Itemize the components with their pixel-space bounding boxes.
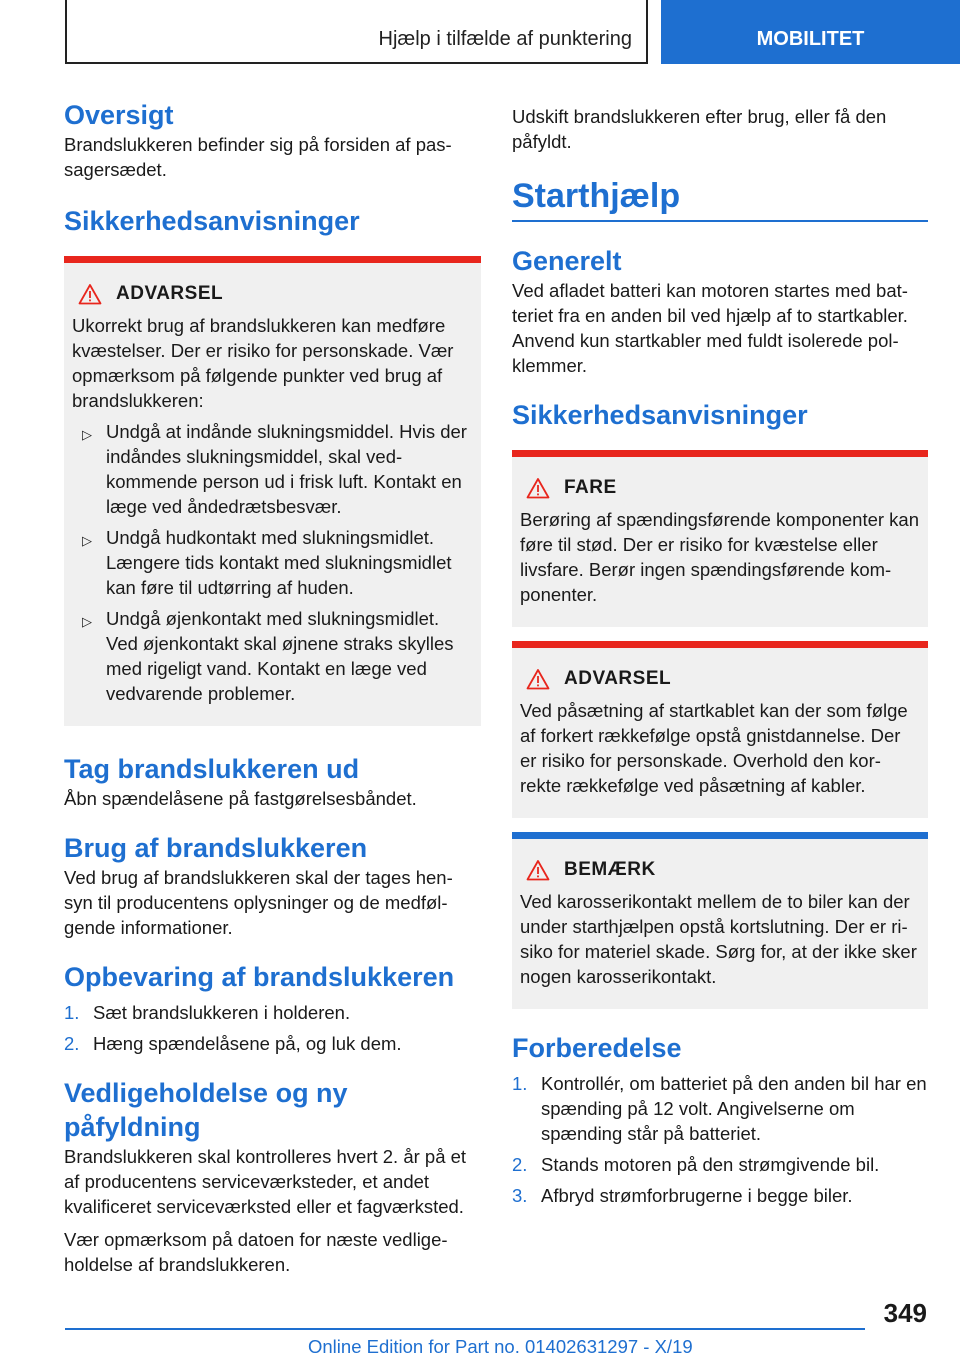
warning-box-2 <box>512 641 928 818</box>
list-item: ▷ Undgå hudkontakt med slukningsmidlet. Længere tids kontakt med slukningsmidlet kan føre til udtørring af huden. <box>72 525 473 600</box>
list-item: ▷ Undgå øjenkontakt med slukningsmidlet. Ved øjenkontakt skal øjnene straks skylles med rigeligt vand. Kontakt en læge ved vedvarende problemer. <box>72 606 473 706</box>
paragraph-brug: Ved brug af brandslukkeren skal der tages hen-syn til producentens oplysninger og de medføl-gende informationer. <box>64 867 453 938</box>
warning-box <box>64 256 481 726</box>
chapter-title: Hjælp i tilfælde af punktering <box>378 28 632 50</box>
warning-triangle-icon <box>78 283 102 305</box>
danger-text: Berøring af spændingsførende komponenter kan føre til stød. Der er risiko for kvæstelse eller livsfare. Berør ingen spændingsførende kom-ponenter. <box>520 509 919 605</box>
notice-triangle-icon <box>526 859 550 881</box>
paragraph-generelt: Ved afladet batteri kan motoren startes med bat-teriet fra en anden bil ved hjælp af to startkabler. Anvend kun startkabler med fuldt isolerede pol-klemmer. <box>512 280 908 376</box>
warning-text: Ukorrekt brug af brandslukkeren kan medføre kvæstelser. Der er risiko for personskade. Vær opmærksom på følgende punkter ved brug af brandslukkeren: <box>72 315 454 411</box>
heading-forberedelse: Forberedelse <box>512 1033 682 1063</box>
warning-triangle-icon <box>526 668 550 690</box>
danger-label: FARE <box>564 477 617 498</box>
page-number: 349 <box>883 1298 927 1328</box>
heading-opbevaring: Opbevaring af brandslukkeren <box>64 962 455 992</box>
paragraph-tag-ud: Åbn spændelåsene på fastgørelsesbåndet. <box>64 788 417 809</box>
heading-generelt: Generelt <box>512 246 622 276</box>
warning-label: ADVARSEL <box>116 283 224 304</box>
heading-brug: Brug af brandslukkeren <box>64 833 368 863</box>
heading-starthjaelp: Starthjælp <box>512 177 681 215</box>
paragraph-udskift: Udskift brandslukkeren efter brug, eller få den påfyldt. <box>512 106 887 152</box>
header-frame <box>65 0 648 64</box>
list-item: 1. Sæt brandslukkeren i holderen. <box>64 1002 351 1023</box>
notice-box <box>512 832 928 1009</box>
paragraph-vedligeholdelse-1: Brandslukkeren skal kontrolleres hvert 2. år på et af producentens serviceværksteder, et andet kvalificeret serviceværksted eller et fagværksted. <box>64 1146 467 1217</box>
warning-text-2: Ved påsætning af startkablet kan der som følge af forkert rækkefølge opstå gnistdannelse. Der er risiko for personskade. Overhold den kor-rekte rækkefølge ved påsætning af kabler. <box>520 700 908 796</box>
paragraph-vedligeholdelse-2: Vær opmærksom på datoen for næste vedlige-holdelse af brandslukkeren. <box>64 1229 448 1275</box>
notice-label: BEMÆRK <box>564 859 656 880</box>
bullet-triangle-icon: ▷ <box>82 614 92 629</box>
list-item: 2. Hæng spændelåsene på, og luk dem. <box>64 1033 402 1054</box>
list-item: 3. Afbryd strømforbrugerne i begge biler. <box>512 1185 853 1206</box>
danger-box <box>512 450 928 627</box>
bullet-triangle-icon: ▷ <box>82 427 92 442</box>
footer-rule <box>65 1328 865 1330</box>
heading-vedligeholdelse: Vedligeholdelse og ny påfyldning <box>64 1078 348 1142</box>
left-column <box>64 98 481 1277</box>
list-item: 1. Kontrollér, om batteriet på den anden bil har en spænding på 12 volt. Angivelserne om spænding står på batteriet. <box>512 1073 927 1144</box>
heading-tag-ud: Tag brandslukkeren ud <box>64 754 360 784</box>
section-tab[interactable]: MOBILITET <box>661 0 960 64</box>
chapter-heading-block <box>512 174 928 222</box>
warning-label-2: ADVARSEL <box>564 668 672 689</box>
footer-edition-text: Online Edition for Part no. 01402631297 - X/19 <box>308 1336 693 1357</box>
heading-sikkerhed: Sikkerhedsanvisninger <box>64 206 360 236</box>
paragraph-oversigt: Brandslukkeren befinder sig på forsiden af pas-sagersædet. <box>64 134 452 180</box>
notice-text: Ved karosserikontakt mellem de to biler kan der under starthjælpen opstå kortslutning. Der er ri-siko for materiel skade. Sørg for, at der ikke sker nogen karosserikontakt. <box>520 891 917 987</box>
heading-sikkerhed-2: Sikkerhedsanvisninger <box>512 400 808 430</box>
heading-oversigt: Oversigt <box>64 100 174 130</box>
list-item: ▷ Undgå at indånde slukningsmiddel. Hvis der indåndes slukningsmiddel, skal ved-kommende person ud i frisk luft. Kontakt en læge ved åndedrætsbesvær. <box>72 419 473 519</box>
right-column <box>512 104 928 1208</box>
warning-triangle-icon <box>526 477 550 499</box>
list-item: 2. Stands motoren på den strømgivende bil. <box>512 1154 880 1175</box>
bullet-triangle-icon: ▷ <box>82 533 92 548</box>
